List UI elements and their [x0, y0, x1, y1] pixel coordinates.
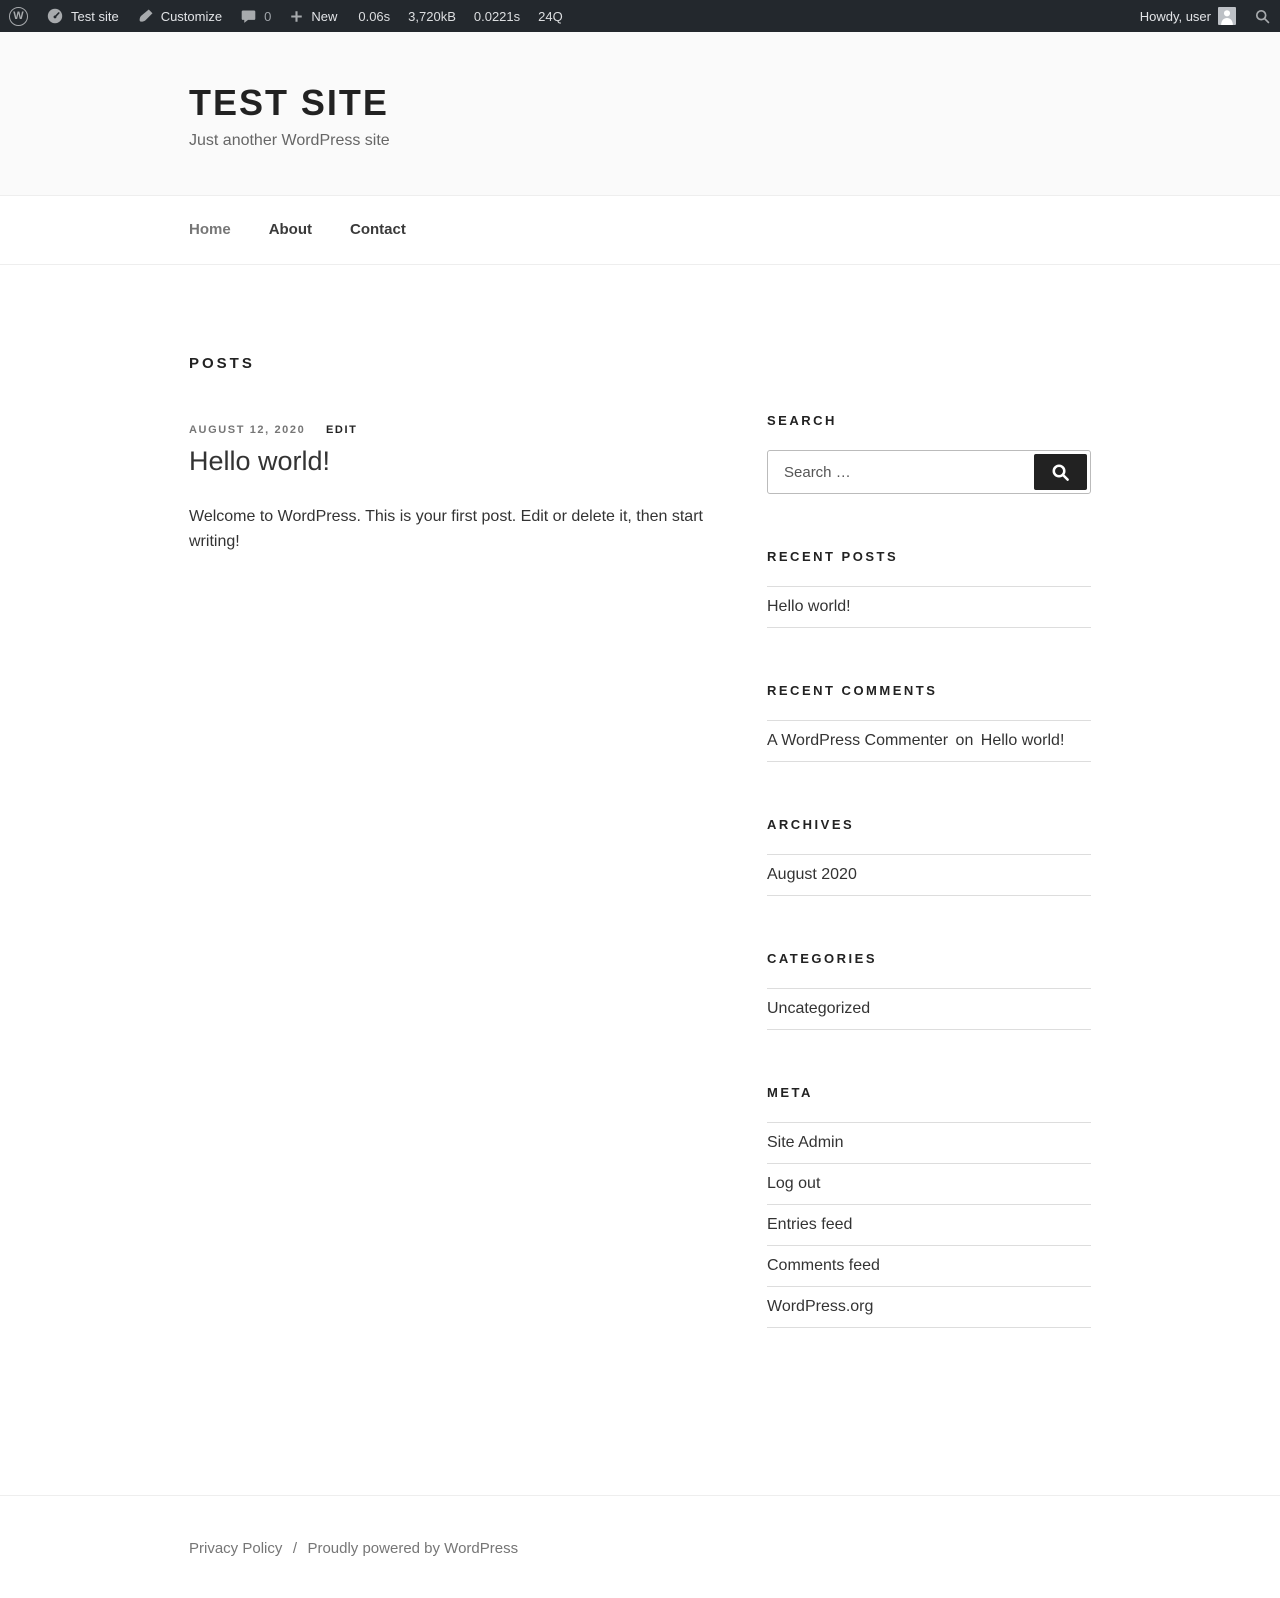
- powered-by-link[interactable]: Proudly powered by WordPress: [307, 1540, 519, 1557]
- qm-db-time: 0.0221s: [473, 8, 521, 24]
- list-item: [767, 1205, 1091, 1246]
- search-icon: [1050, 462, 1071, 483]
- list-item: [767, 721, 1091, 762]
- site-tagline: Just another WordPress site: [189, 132, 390, 149]
- post-meta: [189, 424, 714, 436]
- search-widget-title: SEARCH: [767, 413, 837, 428]
- post: [189, 424, 714, 555]
- site-admin-link[interactable]: Site Admin: [767, 1134, 844, 1151]
- comment-connector: on: [955, 732, 974, 749]
- site-title[interactable]: TEST SITE: [189, 82, 389, 123]
- customize-menu[interactable]: [128, 0, 231, 32]
- qm-query-count: 24Q: [538, 8, 563, 24]
- recent-posts-title: RECENT POSTS: [767, 549, 899, 564]
- nav-item-contact[interactable]: Contact: [350, 221, 406, 238]
- my-account-menu[interactable]: [1131, 0, 1245, 32]
- post-date-link[interactable]: AUGUST 12, 2020: [189, 424, 306, 436]
- search-widget: [767, 413, 1091, 494]
- search-submit-button[interactable]: [1034, 454, 1087, 490]
- avatar: [1218, 7, 1236, 25]
- comments-feed-link[interactable]: Comments feed: [767, 1257, 880, 1274]
- comment-author-link[interactable]: A WordPress Commenter: [767, 732, 949, 749]
- qm-memory: 3,720kB: [408, 8, 456, 24]
- recent-post-link[interactable]: Hello world!: [767, 598, 851, 615]
- list-item: [767, 1287, 1091, 1328]
- recent-comments-widget: [767, 683, 1091, 762]
- categories-title: CATEGORIES: [767, 951, 877, 966]
- list-item: [767, 587, 1091, 628]
- site-header: [0, 32, 1280, 195]
- site-footer: [0, 1495, 1280, 1598]
- entries-feed-link[interactable]: Entries feed: [767, 1216, 853, 1233]
- nav-item-about[interactable]: About: [268, 221, 313, 238]
- archive-link[interactable]: August 2020: [767, 866, 857, 883]
- comment-post-link[interactable]: Hello world!: [980, 732, 1065, 749]
- comments-count: 0: [264, 8, 272, 24]
- list-item: [767, 1246, 1091, 1287]
- search-input[interactable]: [771, 454, 1034, 490]
- dashboard-gauge-icon: [46, 7, 64, 25]
- meta-widget: [767, 1085, 1091, 1328]
- wp-admin-bar: [0, 0, 1280, 32]
- post-content: Welcome to WordPress. This is your first post. Edit or delete it, then start writing!: [189, 508, 703, 550]
- plus-icon: [289, 9, 304, 24]
- customize-brush-icon: [137, 8, 154, 25]
- post-edit-link[interactable]: EDIT: [325, 424, 358, 436]
- admin-bar-left: [0, 0, 575, 32]
- search-icon: [1254, 8, 1271, 25]
- post-title-link[interactable]: Hello world!: [189, 446, 331, 476]
- wordpress-org-link[interactable]: WordPress.org: [767, 1298, 874, 1315]
- list-item: [767, 855, 1091, 896]
- nav-item-home[interactable]: Home: [189, 221, 231, 238]
- qm-page-time: 0.06s: [358, 8, 391, 24]
- list-item: [767, 1164, 1091, 1205]
- category-link[interactable]: Uncategorized: [767, 1000, 871, 1017]
- admin-search-toggle[interactable]: [1245, 0, 1280, 32]
- archives-widget: [767, 817, 1091, 896]
- footer-separator: /: [292, 1540, 297, 1557]
- recent-posts-widget: [767, 549, 1091, 628]
- person-icon: [1218, 7, 1236, 25]
- comments-menu[interactable]: [231, 0, 280, 32]
- site-name-label: Test site: [71, 8, 119, 24]
- nav-item: [350, 221, 406, 239]
- query-monitor-stats[interactable]: [346, 0, 574, 32]
- log-out-link[interactable]: Log out: [767, 1175, 821, 1192]
- main-content: [189, 355, 714, 1383]
- customize-label: Customize: [160, 8, 223, 24]
- meta-title: META: [767, 1085, 813, 1100]
- list-item: [767, 989, 1091, 1030]
- nav-item: [269, 221, 312, 239]
- admin-bar-right: [1131, 0, 1280, 32]
- howdy-label: Howdy, user: [1139, 8, 1211, 24]
- wordpress-logo-icon: W: [9, 7, 28, 26]
- new-label: New: [311, 8, 338, 24]
- privacy-policy-link[interactable]: Privacy Policy: [189, 1540, 283, 1557]
- nav-item: [189, 221, 231, 239]
- categories-widget: [767, 951, 1091, 1030]
- site-name-menu[interactable]: [37, 0, 128, 32]
- sidebar: [767, 355, 1091, 1383]
- wp-logo-button[interactable]: [0, 0, 37, 32]
- page-title: POSTS: [189, 355, 255, 372]
- recent-comments-title: RECENT COMMENTS: [767, 683, 938, 698]
- search-form: [767, 450, 1091, 494]
- comments-bubble-icon: [240, 8, 257, 25]
- main-navigation: [0, 195, 1280, 265]
- new-content-menu[interactable]: [280, 0, 346, 32]
- list-item: [767, 1123, 1091, 1164]
- archives-title: ARCHIVES: [767, 817, 855, 832]
